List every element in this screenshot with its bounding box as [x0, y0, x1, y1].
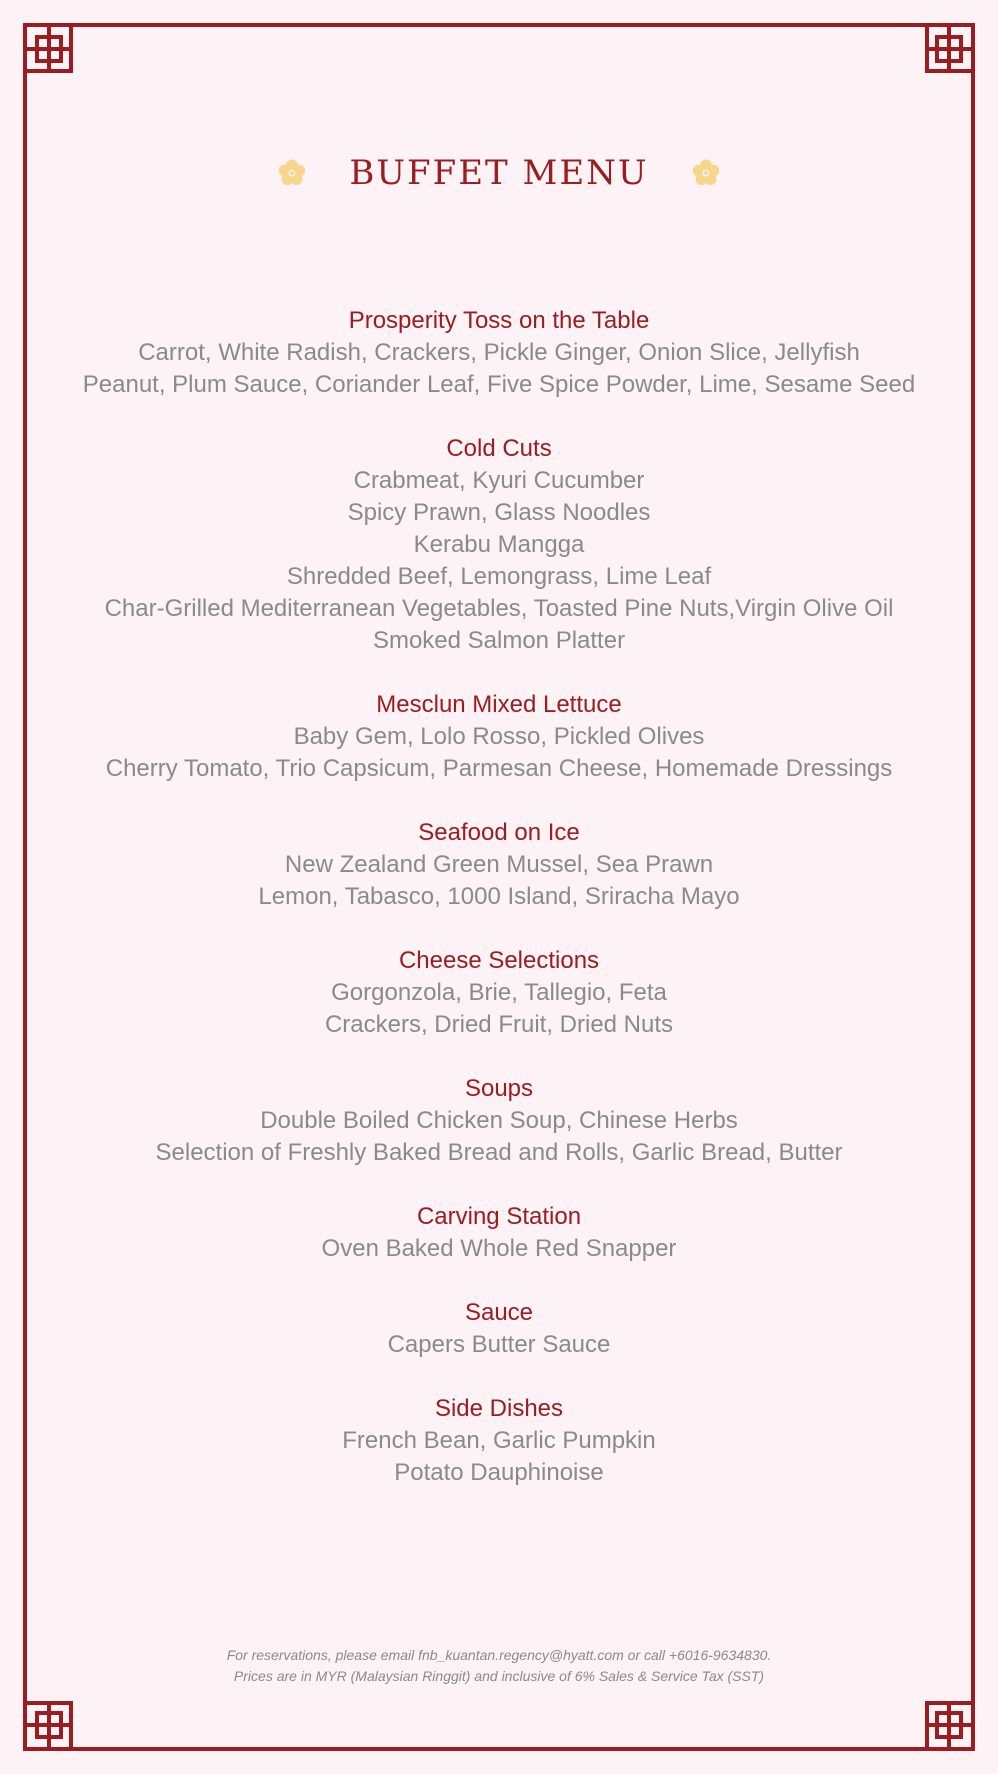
footer-reservation-note: For reservations, please email fnb_kuantan.regency@hyatt.com or call +6016-9634830.	[226, 1647, 772, 1663]
menu-item: Spicy Prawn, Glass Noodles	[347, 499, 651, 526]
menu-section	[60, 1073, 938, 1169]
menu-item: Carrot, White Radish, Crackers, Pickle Ginger, Onion Slice, Jellyfish	[138, 339, 860, 366]
menu-section	[60, 1297, 938, 1361]
menu-section	[60, 305, 938, 401]
footer	[0, 1645, 998, 1687]
section-title: Seafood on Ice	[418, 819, 580, 846]
menu-item: Kerabu Mangga	[413, 531, 585, 558]
menu-section	[60, 1393, 938, 1489]
corner-ornament-bottom-left	[23, 1701, 73, 1751]
header	[0, 148, 998, 198]
menu-item: New Zealand Green Mussel, Sea Prawn	[284, 851, 714, 878]
menu-section	[60, 433, 938, 657]
menu-item: Crackers, Dried Fruit, Dried Nuts	[324, 1011, 674, 1038]
menu-item: French Bean, Garlic Pumpkin	[342, 1427, 656, 1454]
flower-icon-left	[277, 158, 307, 188]
menu-item: Cherry Tomato, Trio Capsicum, Parmesan Cheese, Homemade Dressings	[105, 755, 893, 782]
section-title: Prosperity Toss on the Table	[348, 307, 650, 334]
footer-price-note: Prices are in MYR (Malaysian Ringgit) and inclusive of 6% Sales & Service Tax (SST)	[233, 1668, 765, 1684]
section-title: Sauce	[464, 1299, 534, 1326]
menu-item: Smoked Salmon Platter	[372, 627, 626, 654]
menu-item: Gorgonzola, Brie, Tallegio, Feta	[331, 979, 667, 1006]
section-title: Cheese Selections	[398, 947, 600, 974]
page-title: BUFFET MENU	[349, 153, 649, 193]
menu-item: Crabmeat, Kyuri Cucumber	[353, 467, 645, 494]
menu-item: Peanut, Plum Sauce, Coriander Leaf, Five Spice Powder, Lime, Sesame Seed	[82, 371, 916, 398]
menu-section	[60, 1201, 938, 1265]
corner-ornament-top-left	[23, 23, 73, 73]
corner-ornament-top-right	[925, 23, 975, 73]
menu-item: Potato Dauphinoise	[394, 1459, 604, 1486]
section-title: Carving Station	[416, 1203, 582, 1230]
menu-item: Lemon, Tabasco, 1000 Island, Sriracha Mayo	[258, 883, 740, 910]
menu-section	[60, 945, 938, 1041]
menu-section	[60, 689, 938, 785]
menu-item: Char-Grilled Mediterranean Vegetables, Toasted Pine Nuts,Virgin Olive Oil	[104, 595, 894, 622]
section-title: Soups	[464, 1075, 534, 1102]
corner-ornament-bottom-right	[925, 1701, 975, 1751]
menu-item: Double Boiled Chicken Soup, Chinese Herbs	[260, 1107, 738, 1134]
menu-list	[60, 305, 938, 1521]
menu-item: Shredded Beef, Lemongrass, Lime Leaf	[286, 563, 712, 590]
fret-corner-icon	[925, 23, 975, 73]
menu-section	[60, 817, 938, 913]
fret-corner-icon	[925, 1701, 975, 1751]
section-title: Side Dishes	[434, 1395, 564, 1422]
fret-corner-icon	[23, 23, 73, 73]
menu-item: Oven Baked Whole Red Snapper	[321, 1235, 677, 1262]
menu-item: Baby Gem, Lolo Rosso, Pickled Olives	[293, 723, 705, 750]
section-title: Cold Cuts	[446, 435, 552, 462]
flower-icon-right	[691, 158, 721, 188]
menu-item: Capers Butter Sauce	[387, 1331, 611, 1358]
menu-item: Selection of Freshly Baked Bread and Rolls, Garlic Bread, Butter	[155, 1139, 843, 1166]
section-title: Mesclun Mixed Lettuce	[376, 691, 622, 718]
fret-corner-icon	[23, 1701, 73, 1751]
